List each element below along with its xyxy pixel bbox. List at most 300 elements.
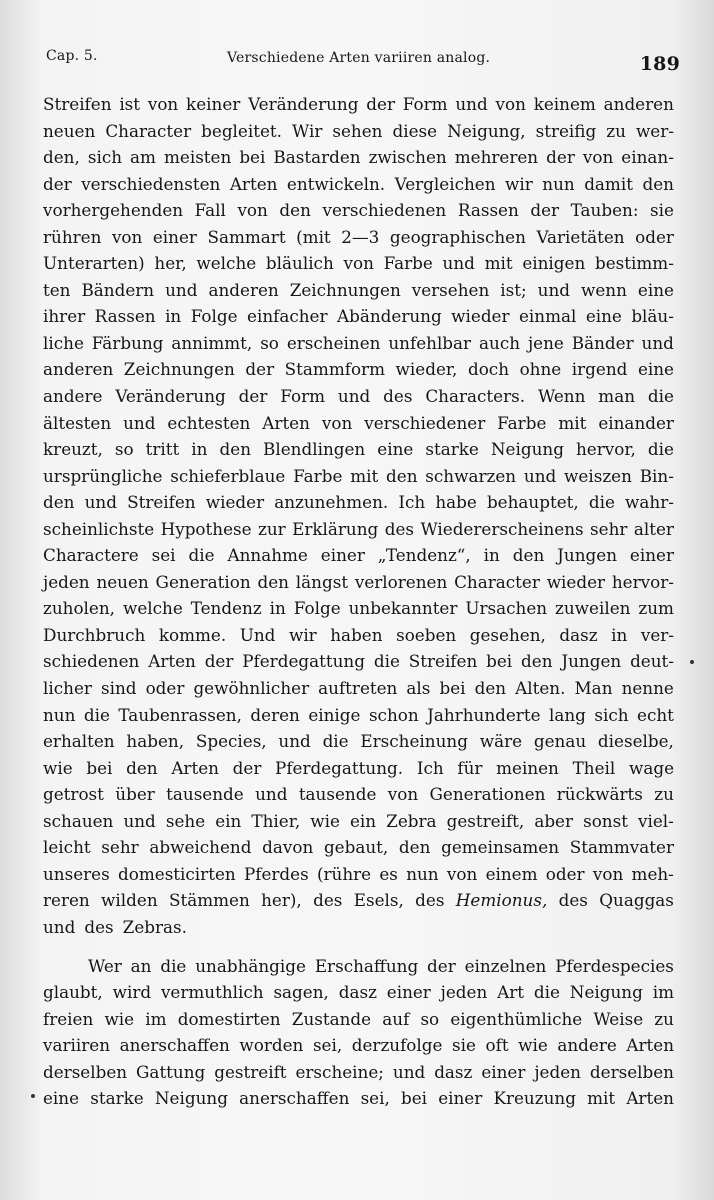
text-word: ohne: [519, 359, 562, 380]
text-word: Streifen: [43, 94, 112, 114]
text-word: verschiedensten: [81, 173, 221, 194]
text-word: meh-: [631, 863, 674, 884]
text-word: und: [43, 916, 76, 937]
text-word: wir: [505, 173, 533, 194]
text-word: behauptet,: [486, 492, 579, 513]
text-line: [43, 330, 674, 357]
text-word: Rassen: [94, 306, 156, 327]
text-word: bestimm-: [594, 253, 674, 274]
text-word: anerschaffen: [239, 1088, 350, 1109]
text-word: gestreift,: [446, 810, 525, 831]
text-line: [43, 595, 674, 622]
text-word: ist;: [500, 279, 527, 300]
text-word: anzunehmen.: [274, 492, 389, 513]
text-word: Färbung: [91, 332, 164, 353]
text-line: [43, 781, 674, 808]
text-word: unfehlbar: [388, 332, 472, 353]
text-word: (rühre: [316, 863, 372, 884]
text-word: Neigung: [569, 982, 643, 1003]
text-word: weiszen: [564, 465, 632, 486]
running-header: [46, 48, 680, 76]
text-word: einmal: [518, 306, 577, 327]
text-word: zuholen,: [43, 598, 116, 619]
text-word: jeden: [440, 982, 488, 1003]
text-word: den: [219, 439, 251, 460]
text-line: [43, 489, 674, 516]
text-word: neuen: [96, 571, 149, 592]
text-line: [43, 702, 674, 729]
text-word: Wir: [292, 120, 323, 141]
text-word: sagen,: [273, 982, 329, 1003]
text-word: derselben: [43, 1061, 128, 1082]
text-word: Wenn: [537, 386, 586, 407]
text-word: die: [83, 704, 110, 725]
text-word: und: [123, 412, 156, 433]
text-word: Zebra: [386, 810, 437, 831]
text-word: ein: [350, 810, 377, 831]
text-word: schiedenen: [43, 651, 140, 672]
text-word: zwischen: [368, 147, 447, 168]
text-word: den: [43, 492, 75, 513]
text-word: wer-: [635, 120, 674, 141]
text-word: Hemionus,: [455, 890, 548, 911]
text-word: dasz: [338, 982, 377, 1003]
text-word: annimmt,: [171, 332, 253, 353]
text-word: Stammvater: [569, 837, 674, 858]
text-word: wie: [518, 1035, 548, 1056]
text-line: [43, 887, 674, 914]
text-word: doch: [467, 359, 510, 380]
text-line: [43, 834, 674, 861]
text-word: und: [123, 810, 156, 831]
text-word: domestirten: [177, 1008, 281, 1029]
text-word: in: [269, 598, 286, 619]
text-word: welche: [122, 598, 183, 619]
text-word: als: [406, 678, 431, 699]
text-word: anderen: [208, 279, 279, 300]
text-word: mehreren: [454, 147, 539, 168]
text-line: [43, 648, 674, 675]
text-word: längst: [295, 571, 349, 592]
page-number: 189: [639, 53, 680, 75]
text-word: des: [84, 916, 114, 937]
text-word: der: [546, 147, 575, 168]
text-word: ursprüngliche: [43, 465, 163, 486]
text-word: Folge: [190, 306, 238, 327]
paragraph: [43, 91, 674, 941]
text-line: [43, 953, 674, 980]
text-word: echtesten: [167, 412, 251, 433]
text-word: einer: [629, 545, 674, 566]
text-word: Tauben:: [570, 200, 639, 221]
text-word: meisten: [163, 147, 232, 168]
text-word: von: [111, 226, 143, 247]
text-line: [43, 118, 674, 145]
text-word: unseres: [43, 863, 110, 884]
text-line: [43, 728, 674, 755]
text-word: und: [523, 465, 557, 486]
text-word: Veränderung: [115, 386, 226, 407]
text-word: Gattung: [136, 1061, 206, 1082]
text-word: so: [420, 1008, 440, 1029]
text-word: Unterarten): [43, 253, 145, 274]
text-word: Sammart: [207, 226, 286, 247]
text-word: gesehen,: [469, 624, 546, 645]
text-line: [43, 516, 674, 543]
text-word: wilden: [101, 890, 158, 911]
text-word: eine: [585, 306, 622, 327]
text-word: bei: [400, 1088, 428, 1109]
text-word: wieder: [205, 492, 265, 513]
text-word: domesticirten: [118, 863, 236, 884]
text-word: jene: [527, 332, 564, 353]
text-word: Ich: [416, 757, 444, 778]
paragraph-spacer: [43, 941, 674, 953]
text-word: sei,: [360, 1088, 390, 1109]
text-line: [43, 250, 674, 277]
text-word: und: [165, 279, 198, 300]
text-word: vermuthlich: [160, 982, 264, 1003]
text-word: irgend: [571, 359, 628, 380]
text-word: eine: [377, 439, 414, 460]
text-word: Zeichnungen: [289, 279, 401, 300]
text-word: schieferblaue: [170, 465, 286, 486]
text-word: Thier,: [251, 810, 301, 831]
text-word: deren: [250, 704, 300, 725]
text-word: Jahrhunderte: [427, 704, 541, 725]
text-word: von: [592, 863, 624, 884]
text-word: liche: [43, 332, 84, 353]
text-word: wieder,: [395, 359, 458, 380]
text-word: am: [130, 147, 156, 168]
margin-mark: [690, 660, 694, 664]
text-word: Art: [497, 982, 525, 1003]
text-word: erhalten: [43, 731, 115, 752]
text-word: alter: [633, 518, 674, 539]
text-word: zur: [258, 518, 286, 539]
text-word: den: [398, 837, 431, 858]
text-word: haben,: [126, 731, 185, 752]
text-word: Form: [402, 94, 448, 114]
text-word: der: [530, 200, 560, 221]
text-word: zu: [654, 784, 674, 805]
text-word: den: [642, 173, 674, 194]
text-word: mit: [587, 1088, 616, 1109]
text-word: ältesten: [43, 412, 112, 433]
text-word: dasz: [434, 1061, 473, 1082]
text-word: sei,: [312, 1035, 343, 1056]
text-word: Stammform: [284, 359, 385, 380]
text-word: die: [373, 651, 400, 672]
text-word: her,: [154, 253, 187, 274]
text-line: [43, 1085, 674, 1112]
text-word: wieder: [546, 571, 606, 592]
text-line: [43, 675, 674, 702]
text-word: viel-: [638, 810, 674, 831]
text-word: die: [588, 492, 615, 513]
text-word: dieselbe,: [597, 731, 674, 752]
text-word: oder: [635, 226, 674, 247]
text-word: in: [165, 306, 182, 327]
text-word: Rassen: [457, 200, 519, 221]
text-word: Erklärung: [292, 518, 379, 539]
text-word: unabhängige: [195, 955, 306, 976]
text-word: diese: [392, 120, 438, 141]
text-word: Wiedererscheinens: [420, 518, 584, 539]
text-word: welche: [196, 253, 257, 274]
text-word: wie: [43, 757, 73, 778]
text-word: des: [313, 890, 343, 911]
text-word: Und: [239, 624, 276, 645]
text-word: soeben: [396, 624, 457, 645]
text-line: [43, 410, 674, 437]
text-word: mit: [350, 465, 379, 486]
text-word: vorhergehenden: [43, 200, 184, 221]
text-word: von: [147, 94, 179, 114]
text-word: gewöhnlicher: [193, 678, 310, 699]
text-word: einige: [308, 704, 361, 725]
text-word: den: [521, 651, 553, 672]
text-word: glaubt,: [43, 982, 103, 1003]
text-word: von: [387, 784, 419, 805]
text-word: leicht: [43, 837, 91, 858]
text-word: rühren: [43, 226, 102, 247]
text-word: Zustande: [291, 1008, 372, 1029]
text-word: an: [130, 955, 152, 976]
text-word: verschiedener: [364, 412, 486, 433]
text-word: keiner: [186, 94, 241, 114]
text-word: wäre: [479, 731, 523, 752]
text-word: geographischen: [389, 226, 526, 247]
text-word: andere: [43, 386, 103, 407]
text-word: neuen: [43, 120, 96, 141]
text-word: bläulich: [265, 253, 334, 274]
text-word: eine: [43, 1088, 80, 1109]
text-word: einer: [152, 226, 197, 247]
text-word: Stämmen: [168, 890, 250, 911]
text-word: bei: [86, 757, 113, 778]
body-text: [43, 91, 674, 1112]
text-word: Abänderung: [336, 306, 442, 327]
text-word: aber: [534, 810, 574, 831]
text-word: den,: [43, 147, 80, 168]
text-word: der: [43, 173, 72, 194]
text-word: den: [512, 545, 545, 566]
text-line: [43, 303, 674, 330]
text-word: Tendenz: [190, 598, 262, 619]
text-word: jeden: [43, 571, 90, 592]
text-word: Neigung,: [447, 120, 526, 141]
text-line: [43, 1059, 674, 1086]
text-word: ihrer: [43, 306, 86, 327]
text-word: der: [245, 359, 275, 380]
text-word: starke: [425, 439, 479, 460]
text-line: [43, 91, 674, 118]
margin-mark: [31, 1094, 35, 1098]
text-word: Neigung: [490, 439, 564, 460]
text-word: Arten: [148, 651, 196, 672]
text-word: einfacher: [247, 306, 328, 327]
text-word: einander: [598, 412, 674, 433]
running-title: Verschiedene Arten variiren analog.: [227, 50, 491, 66]
text-word: andere: [557, 1035, 617, 1056]
text-word: Jungen: [557, 545, 617, 566]
text-word: Zeichnungen: [123, 359, 235, 380]
text-word: sehr: [590, 518, 628, 539]
text-word: so: [114, 439, 134, 460]
text-word: davon: [262, 837, 314, 858]
text-word: Character: [105, 120, 192, 141]
text-word: zum: [638, 598, 674, 619]
text-word: bei: [239, 147, 266, 168]
text-word: und: [537, 279, 570, 300]
text-word: lang: [548, 704, 586, 725]
text-line: [43, 224, 674, 251]
text-word: mit: [558, 412, 587, 433]
text-word: und: [641, 332, 674, 353]
text-word: Pferdes: [243, 863, 309, 884]
text-word: Theil: [572, 757, 616, 778]
text-word: Jungen: [561, 651, 622, 672]
text-word: Ich: [398, 492, 426, 513]
text-word: Veränderung: [248, 94, 359, 114]
text-word: auftreten: [318, 678, 398, 699]
text-word: Farbe: [383, 253, 433, 274]
text-word: die: [647, 386, 674, 407]
text-word: einer: [320, 545, 365, 566]
text-word: ein: [215, 810, 242, 831]
text-word: für: [457, 757, 483, 778]
text-word: Hypothese: [160, 518, 252, 539]
text-word: zuweilen: [555, 598, 631, 619]
text-word: Generationen: [429, 784, 546, 805]
text-word: Species,: [195, 731, 267, 752]
text-word: auf: [382, 1008, 410, 1029]
text-word: in: [483, 545, 500, 566]
text-word: streifig: [535, 120, 597, 141]
text-word: der: [427, 955, 456, 976]
text-word: Alten.: [515, 678, 566, 699]
text-word: des: [383, 386, 413, 407]
text-line: [43, 979, 674, 1006]
text-word: wenn: [580, 279, 627, 300]
text-word: wir: [288, 624, 317, 645]
text-word: und: [278, 731, 311, 752]
text-word: wie: [104, 1008, 135, 1029]
text-word: sei: [151, 545, 176, 566]
text-word: wie: [310, 810, 340, 831]
text-word: von: [321, 412, 353, 433]
text-line: [43, 436, 674, 463]
text-word: zu: [606, 120, 626, 141]
text-word: Charactere: [43, 545, 139, 566]
text-word: tausende: [166, 784, 244, 805]
text-word: schon: [368, 704, 419, 725]
text-word: anderen: [43, 359, 114, 380]
text-word: Blendlingen: [263, 439, 366, 460]
text-word: Streifen: [127, 492, 196, 513]
text-word: es: [379, 863, 398, 884]
text-word: von: [582, 147, 614, 168]
text-word: die: [160, 955, 187, 976]
text-word: Farbe: [293, 465, 343, 486]
text-word: Esels,: [353, 890, 404, 911]
text-word: und: [255, 784, 288, 805]
text-word: freien: [43, 1008, 94, 1029]
text-word: Streifen: [408, 651, 478, 672]
text-line: [43, 383, 674, 410]
text-word: in: [611, 624, 628, 645]
text-line: [43, 463, 674, 490]
text-word: die: [647, 439, 674, 460]
text-word: Fall: [194, 200, 226, 221]
text-word: dasz: [559, 624, 598, 645]
text-word: Zebras.: [122, 916, 187, 937]
text-word: habe: [435, 492, 477, 513]
text-word: sonst: [583, 810, 628, 831]
text-word: Bänder: [571, 332, 634, 353]
text-word: Bastarden: [273, 147, 361, 168]
text-word: derselben: [589, 1061, 674, 1082]
text-word: jeden: [534, 1061, 581, 1082]
text-word: Arten: [229, 173, 278, 194]
text-word: bei: [439, 678, 466, 699]
text-word: tausende: [298, 784, 377, 805]
text-word: einem: [485, 863, 538, 884]
text-word: zu: [654, 1008, 674, 1029]
text-word: oder: [145, 678, 185, 699]
text-word: nenne: [621, 678, 674, 699]
text-word: wahr-: [625, 492, 674, 513]
text-line: [43, 569, 674, 596]
text-word: reren: [43, 890, 90, 911]
text-word: bei: [486, 651, 513, 672]
chapter-label: Cap. 5.: [46, 48, 98, 64]
text-word: Erschaffung: [314, 955, 419, 976]
text-word: sich: [594, 704, 629, 725]
text-word: mit: [484, 253, 513, 274]
text-word: der: [366, 94, 395, 114]
text-word: des: [384, 518, 415, 539]
text-word: damit: [584, 173, 633, 194]
text-line: [43, 755, 674, 782]
text-word: der: [238, 386, 268, 407]
text-line: [43, 1032, 674, 1059]
text-word: man: [598, 386, 636, 407]
text-word: kreuzt,: [43, 439, 103, 460]
text-word: erscheinen: [286, 332, 381, 353]
text-word: Erscheinung: [360, 731, 468, 752]
text-word: nun: [406, 863, 439, 884]
text-word: schwarzen: [425, 465, 517, 486]
text-word: gemeinsamen: [441, 837, 560, 858]
text-word: sehen: [332, 120, 383, 141]
text-word: oder: [545, 863, 585, 884]
text-word: sehe: [165, 810, 206, 831]
text-word: Arten: [626, 1088, 674, 1109]
text-word: Characters.: [425, 386, 526, 407]
text-word: von: [237, 200, 268, 221]
text-word: gebaut,: [323, 837, 389, 858]
text-line: [43, 197, 674, 224]
text-word: variiren: [43, 1035, 111, 1056]
text-word: Arten: [262, 412, 310, 433]
text-word: rückwärts: [556, 784, 643, 805]
text-word: hervor-: [611, 571, 674, 592]
text-word: licher: [43, 678, 92, 699]
text-word: die: [533, 982, 560, 1003]
text-word: anerschaffen: [119, 1035, 230, 1056]
